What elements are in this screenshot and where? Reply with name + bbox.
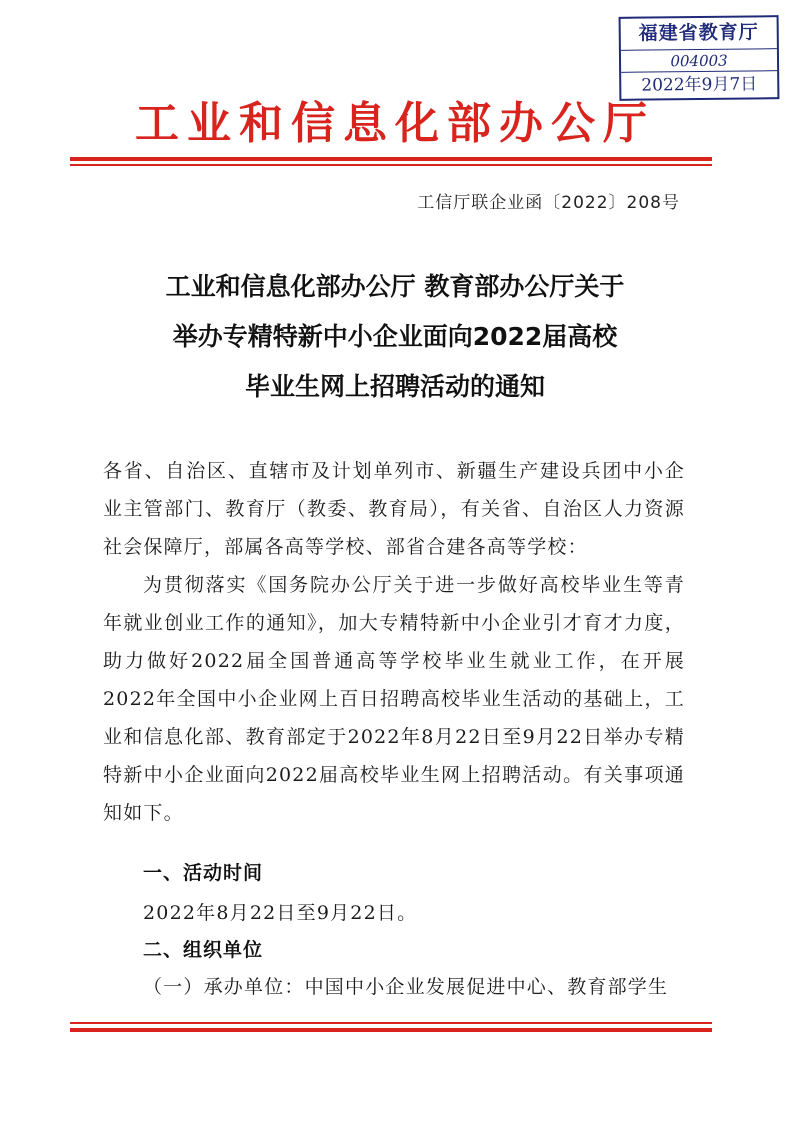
letterhead-rule-thin <box>70 164 712 166</box>
section-2-heading: 二、组织单位 <box>143 939 264 961</box>
stamp-org: 福建省教育厅 <box>621 17 777 51</box>
section-1-text: 2022年8月22日至9月22日。 <box>143 902 418 924</box>
addressees-text: 各省、自治区、直辖市及计划单列市、新疆生产建设兵团中小企业主管部门、教育厅（教委、教育局），有关省、自治区人力资源社会保障厅，部属各高等学校、部省合建各高等学校： <box>103 460 685 558</box>
letterhead-rule-thick <box>70 157 712 161</box>
intro-paragraph <box>103 566 685 832</box>
stamp-serial: 004003 <box>621 49 777 73</box>
section-2-item-1: （一）承办单位：中国中小企业发展促进中心、教育部学生 <box>143 976 669 998</box>
received-stamp <box>619 15 780 101</box>
notice-title-line-1: 工业和信息化部办公厅 教育部办公厅关于 <box>165 272 625 301</box>
document-number: 工信厅联企业函〔2022〕208号 <box>417 193 680 213</box>
footer-rule-thin <box>70 1022 712 1024</box>
letterhead-title: 工业和信息化部办公厅 <box>135 98 655 149</box>
stamp-date: 2022年9月7日 <box>641 74 758 96</box>
notice-title-line-3: 毕业生网上招聘活动的通知 <box>244 372 545 401</box>
footer-rule-thick <box>70 1028 712 1032</box>
notice-title-line-2: 举办专精特新中小企业面向2022届高校 <box>172 322 618 351</box>
intro-text: 为贯彻落实《国务院办公厅关于进一步做好高校毕业生等青年就业创业工作的通知》，加大专精特新中小企业引才育才力度，助力做好2022届全国普通高等学校毕业生就业工作，在开展2022年全国中小企业网上百日招聘高校毕业生活动的基础上，工业和信息化部、教育部定于2022年8月22日至9月22日举办专精特新中小企业面向2022届高校毕业生网上招聘活动。有关事项通知如下。 <box>103 574 685 824</box>
addressees-paragraph <box>103 452 685 566</box>
section-1-heading: 一、活动时间 <box>143 862 264 884</box>
